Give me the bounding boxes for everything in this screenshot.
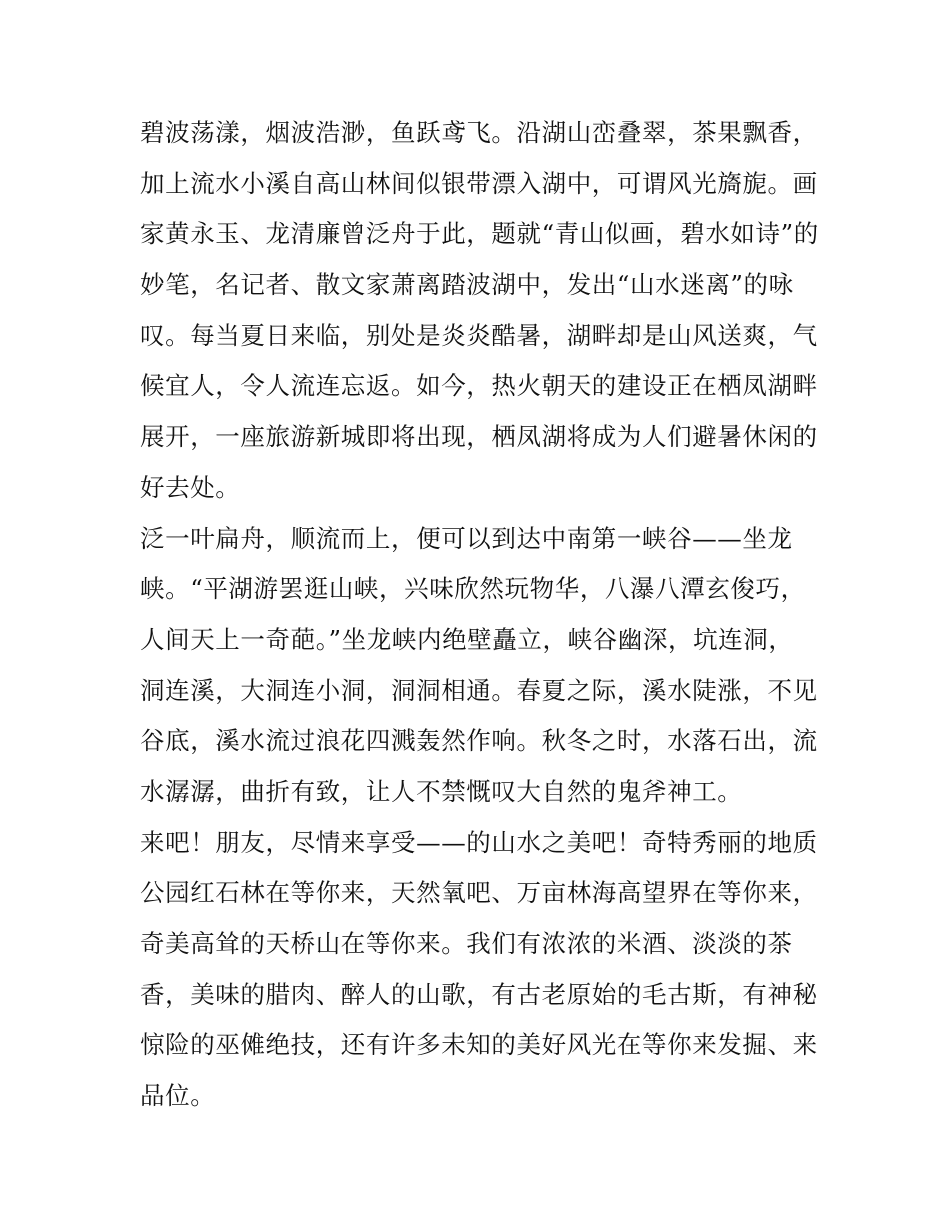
- text-line: 奇美高耸的天桥山在等你来。我们有浓浓的米酒、淡淡的茶: [140, 929, 793, 958]
- text-line: 洞连溪，大洞连小洞，洞洞相通。春夏之际，溪水陡涨，不见: [140, 675, 818, 705]
- text-line: 展开，一座旅游新城即将出现，栖凤湖将成为人们避暑休闲的: [140, 422, 818, 452]
- text-line: 来吧！朋友，尽情来享受——的山水之美吧！奇特秀丽的地质: [140, 827, 818, 857]
- text-line: 峡。“平湖游罢逛山峡，兴味欣然玩物华，八瀑八潭玄俊巧，: [140, 574, 806, 604]
- text-line: 公园红石林在等你来，天然氧吧、万亩林海高望界在等你来，: [140, 878, 818, 908]
- text-line: 水潺潺，曲折有致，让人不禁慨叹大自然的鬼斧神工。: [140, 776, 743, 806]
- text-line: 家黄永玉、龙清廉曾泛舟于此，题就“青山似画，碧水如诗”的: [140, 219, 819, 249]
- text-line: 候宜人，令人流连忘返。如今，热火朝天的建设正在栖凤湖畔: [140, 371, 818, 401]
- paragraph-gorge: [140, 514, 820, 818]
- text-line: 惊险的巫傩绝技，还有许多未知的美好风光在等你来发掘、来: [140, 1030, 818, 1060]
- paragraph-invitation: [140, 818, 820, 1122]
- text-line: 泛一叶扁舟，顺流而上，便可以到达中南第一峡谷——坐龙: [140, 523, 793, 553]
- text-line: 香，美味的腊肉、醉人的山歌，有古老原始的毛古斯，有神秘: [140, 979, 818, 1009]
- text-line: 品位。: [140, 1081, 216, 1111]
- paragraph-lake: [140, 108, 820, 514]
- text-line: 人间天上一奇葩。”坐龙峡内绝壁矗立，峡谷幽深，坑连洞，: [140, 624, 794, 654]
- document-body: [140, 108, 820, 1122]
- text-line: 碧波荡漾，烟波浩渺，鱼跃鸢飞。沿湖山峦叠翠，茶果飘香，: [140, 118, 818, 147]
- text-line: 好去处。: [140, 472, 241, 502]
- text-line: 叹。每当夏日来临，别处是炎炎酷暑，湖畔却是山风送爽，气: [140, 320, 818, 350]
- text-line: 加上流水小溪自高山林间似银带漂入湖中，可谓风光旖旎。画: [140, 168, 818, 198]
- text-line: 妙笔，名记者、散文家萧离踏波湖中，发出“山水迷离”的咏: [140, 270, 794, 300]
- text-line: 谷底，溪水流过浪花四溅轰然作响。秋冬之时，水落石出，流: [140, 726, 818, 756]
